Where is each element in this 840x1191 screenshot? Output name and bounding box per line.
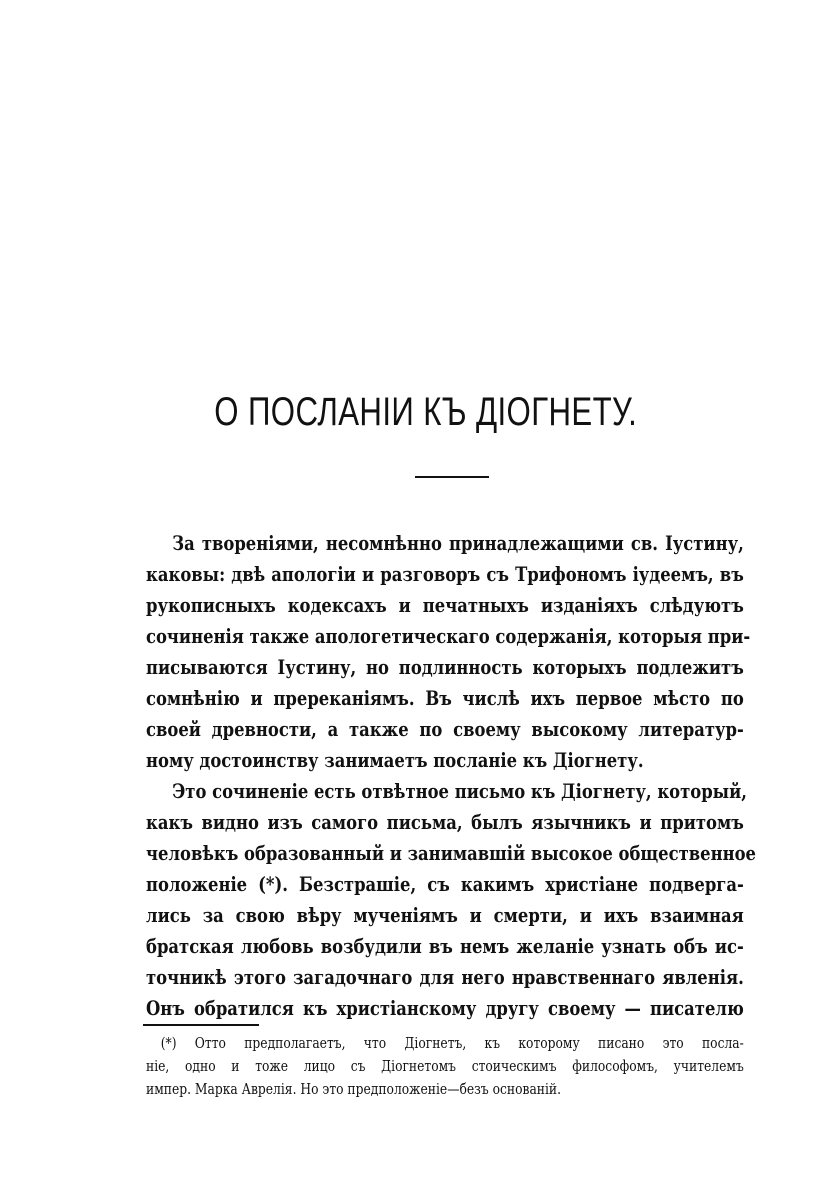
title-divider [415,476,489,478]
text-line: положеніе (*). Безстрашіе, съ какимъ христіане подверга- [146,872,744,896]
text-line: ному достоинству занимаетъ посланіе къ Діогнету. [146,748,644,772]
footnote-line: (*) Отто предполагаетъ, что Діогнетъ, къ которому писано это посла- [160,1034,744,1052]
text-line: какъ видно изъ самого письма, былъ язычникъ и притомъ [146,810,744,834]
text-line: За твореніями, несомнѣнно принадлежащими св. Іустину, [172,531,744,555]
text-line: Онъ обратился къ христіанскому другу своему — писателю [146,996,744,1020]
text-line: своей древности, а также по своему высокому литератур- [146,717,744,741]
text-line: братская любовь возбудили въ немъ желаніе узнать объ ис- [146,934,744,958]
text-line: каковы: двѣ апологіи и разговоръ съ Трифономъ іудеемъ, въ [146,562,744,586]
main-text [146,528,756,1024]
text-line: Это сочиненіе есть отвѣтное письмо къ Діогнету, который, [172,779,747,803]
chapter-title: О ПОСЛАНІИ КЪ ДІОГНЕТУ. [214,390,638,434]
text-line: точникѣ этого загадочнаго для него нравственнаго явленія. [146,965,744,989]
text-line: писываются Іустину, но подлинность которыхъ подлежитъ [146,655,744,679]
footnote-divider [143,1024,259,1026]
footnote-line: ніе, одно и тоже лицо съ Діогнетомъ стоическимъ философомъ, учителемъ [146,1057,744,1075]
text-line: человѣкъ образованный и занимавшій высокое общественное [146,841,756,865]
footnote [146,1032,744,1101]
text-line: лись за свою вѣру мученіямъ и смерти, и ихъ взаимная [146,903,744,927]
text-line: сочиненія также апологетическаго содержанія, которыя при- [146,624,751,648]
text-line: сомнѣнію и пререканіямъ. Въ числѣ ихъ первое мѣсто по [146,686,744,710]
footnote-line: импер. Марка Аврелія. Но это предположеніе—безъ основаній. [146,1080,562,1098]
text-line: рукописныхъ кодексахъ и печатныхъ изданіяхъ слѣдуютъ [146,593,744,617]
